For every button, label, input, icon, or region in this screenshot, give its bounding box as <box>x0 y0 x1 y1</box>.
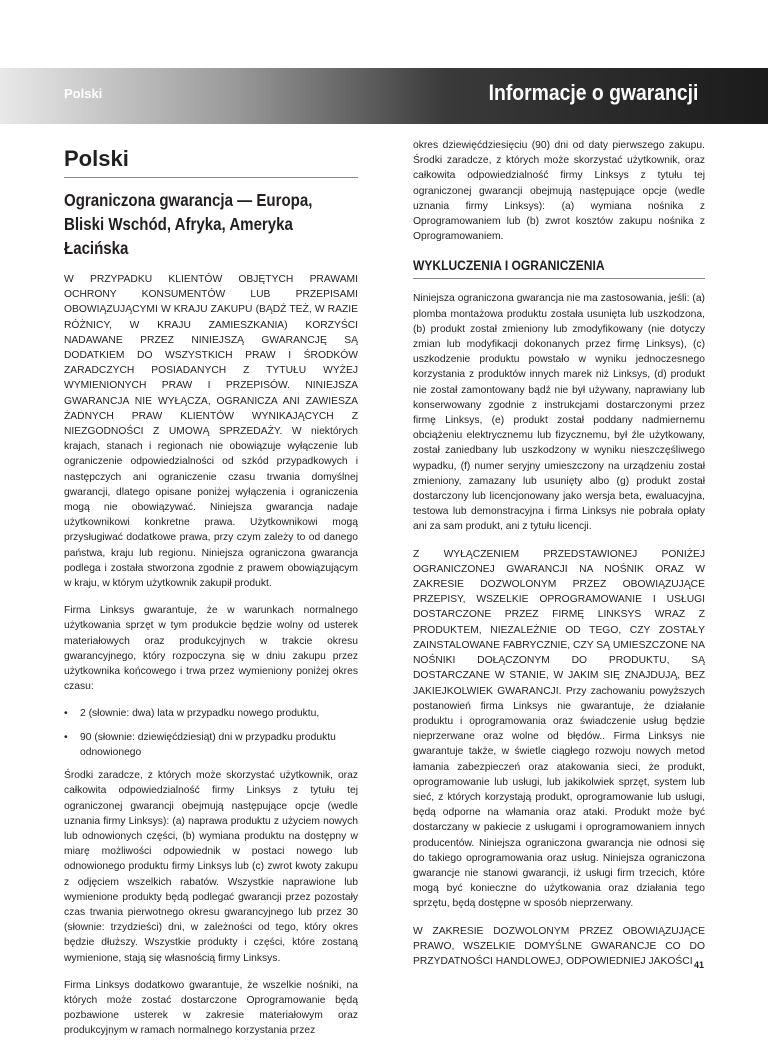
header-language-label: Polski <box>64 86 103 101</box>
software-disclaimer-paragraph: Z WYŁĄCZENIEM PRZEDSTAWIONEJ PONIŻEJ OGRANICZONEJ GWARANCJI NA NOŚNIK ORAZ W ZAKRESIE DOZWOLONYM PRZEZ OBOWIĄZUJĄCE PRZEPISY, WSZELKIE OPROGRAMOWANIE I USŁUGI DOSTARCZONE PRZEZ FIRMĘ LINKSYS WRAZ Z PRODUKTEM, NIEZALEŻNIE OD TEGO, CZY ZOSTAŁY ZAINSTALOWANE FABRYCZNIE, CZY SĄ UMIESZCZONE NA NOŚNIKI DOŁĄCZONYM DO PRODUKTU, SĄ DOSTARCZANE W STANIE, W JAKIM SIĘ ZNAJDUJĄ, BEZ JAKIEJKOLWIEK GWARANCJI. Przy zachowaniu powyższych postanowień firma Linksys nie gwarantuje, że działanie produktu i oprogramowania oraz świadczenie usług będzie nieprzerwane oraz wolne od błędów.. Firma Linksys nie gwarantuje także, w świetle ciągłego rozwoju nowych metod łamania zabezpieczeń oraz atakowania sieci, że produkt, oprogramowanie lub usługi, lub jakikolwiek sprzęt, system lub sieć, z których korzystają produkt, oprogramowanie lub usługi, będą odporne na włamania oraz ataki. Produkt może być dostarczany w pakiecie z usługami i oprogramowaniem innych producentów. Niniejsza ograniczona gwarancja nie odnosi się do takiego oprogramowania oraz usług. Niniejsza ograniczona gwarancje nie stanowi gwarancji, iż usługi firm trzecich, które mogą być konieczne do użytkowania oraz działania tego sprzętu, będą dostępne w sposób nieprzerwany. <box>413 548 705 910</box>
exclusions-paragraph: Niniejsza ograniczona gwarancja nie ma zastosowania, jeśli: (a) plomba montażowa produktu została usunięta lub uszkodzona, (b) produkt został zmieniony lub zmodyfikowany (nie dotyczy zmian lub modyfikacji dokonanych przez firmę Linksys), (c) uszkodzenie produktu powstało w wyniku jednoczesnego korzystania z produktów innych marek niż Linksys, (d) produkt nie został zamontowany bądź nie był używany, naprawiany lub konserwowany zgodnie z instrukcjami dostarczonymi przez firmę Linksys, (e) produkt został poddany nadmiernemu obciążeniu elektrycznemu lub fizycznemu, był źle użytkowany, został zaniedbany lub uszkodzony w wyniku nieszczęśliwego wypadku, (f) numer seryjny umieszczony na urządzeniu został zmieniony, zamazany lub usunięty albo (g) produkt został dostarczony lub licencjonowany jako wersja beta, ewaluacyjna, testowa lub demonstracyjna i firma Linksys nie pobrała opłaty ani za sam produkt, ani z tytułu licencji. <box>413 293 705 533</box>
implied-warranties-paragraph: W ZAKRESIE DOZWOLONYM PRZEZ OBOWIĄZUJĄCE PRAWO, WSZELKIE DOMYŚLNE GWARANCJE CO DO PRZYDATNOŚCI HANDLOWEJ, ODPOWIEDNIEJ JAKOŚCI <box>413 925 705 967</box>
warranty-period-paragraph: Firma Linksys gwarantuje, że w warunkach normalnego użytkowania sprzęt w tym produkcie będzie wolny od usterek materiałowych oraz produkcyjnych w trakcie okresu gwarancyjnego, który rozpoczyna się w dniu zakupu przez użytkownika końcowego i trwa przez wymieniony poniżej okres czasu: <box>64 605 358 693</box>
warranty-period-list <box>64 706 358 760</box>
media-warranty-continued-paragraph: okres dziewięćdziesięciu (90) dni od daty pierwszego zakupu. Środki zaradcze, z których może skorzystać użytkownik, oraz całkowita odpowiedzialność firmy Linksys z tytułu tej ograniczonej gwarancji obejmują następujące opcje (wedle uznania firmy Linksys): (a) wymiana nośnika z Oprogramowaniem lub (b) zwrot kosztów zakupu nośnika z Oprogramowaniem. <box>413 140 705 243</box>
media-warranty-paragraph: Firma Linksys dodatkowo gwarantuje, że wszelkie nośniki, na których może zostać dostarczone Oprogramowanie będą pozbawione usterek w zakresie materiałowym oraz produkcyjnym w ramach normalnego korzystania przez <box>64 979 358 1037</box>
exclusions-heading <box>413 256 705 279</box>
section-title: Polski <box>64 146 358 178</box>
list-item: • 90 (słownie: dziewięćdziesiąt) dni w przypadku produktu odnowionego <box>64 730 358 760</box>
left-column <box>64 138 358 1051</box>
consumer-rights-paragraph: W PRZYPADKU KLIENTÓW OBJĘTYCH PRAWAMI OCHRONY KONSUMENTÓW LUB PRZEPISAMI OBOWIĄZUJĄCYMI W KRAJU ZAKUPU (BĄDŹ TEŻ, W RAZIE RÓŻNICY, W KRAJU ZAMIESZKANIA) KORZYŚCI NADAWANE PRZEZ NINIEJSZĄ GWARANCJĘ SĄ DODATKIEM DO WSZYSTKICH PRAW I ŚRODKÓW ZARADCZYCH POSIADANYCH Z TYTUŁU WYŻEJ WYMIENIONYCH PRAW I PRZEPISÓW. NINIEJSZA GWARANCJA NIE WYŁĄCZA, OGRANICZA ANI ZAWIESZA ŻADNYCH PRAW KLIENTÓW WYNIKAJĄCYCH Z NIEZGODNOŚCI Z UMOWĄ SPRZEDAŻY. W niektórych krajach, stanach i regionach nie obowiązuje wyłączenie lub ograniczenie odpowiedzialności od szkód przypadkowych i następczych ani ograniczenie czasu trwania domyślnej gwarancji, dlatego opisane poniżej wyłączenia i ograniczenia mogą nie obowiązywać. Niniejsza gwarancja nadaje użytkownikowi konkretne prawa. Użytkownikowi mogą przysługiwać dodatkowe prawa, przy czym zależy to od danego państwa, kraju lub regionu. Niniejsza ograniczona gwarancja podlega i została stworzona zgodnie z prawem obowiązującym w kraju, w którym użytkownik zakupił produkt. <box>64 274 358 590</box>
list-item: • 2 (słownie: dwa) lata w przypadku nowego produktu, <box>64 706 358 721</box>
remedies-paragraph: Środki zaradcze, z których może skorzystać użytkownik, oraz całkowita odpowiedzialność firmy Linksys z tytułu tej ograniczonej gwarancji obejmują następujące opcje (wedle uznania firmy Linksys): (a) naprawa produktu z użyciem nowych lub odnowionych części, (b) wymiana produktu na dostępny w miarę możliwości odpowiednik w postaci nowego lub odnowionego produktu firmy Linksys lub (c) zwrot kwoty zakupu z odjęciem wszelkich rabatów. Wszystkie naprawione lub wymienione produkty będą podlegać gwarancji przez pozostały czas trwania pierwotnego okresu gwarancyjnego lub przez 30 (słownie: trzydzieści) dni, w zależności od tego, który okres będzie dłuższy. Wszystkie produkty i części, które zostaną wymienione, stają się własnością firmy Linksys. <box>64 770 358 964</box>
header-chapter-title: Informacje o gwarancji <box>488 80 698 105</box>
warranty-heading: Ograniczona gwarancja — Europa, Bliski Wschód, Afryka, Ameryka Łacińska <box>64 190 313 258</box>
exclusions-heading-text: WYKLUCZENIA I OGRANICZENIA <box>413 257 605 274</box>
page-number: 41 <box>693 960 704 970</box>
right-column <box>413 138 705 981</box>
